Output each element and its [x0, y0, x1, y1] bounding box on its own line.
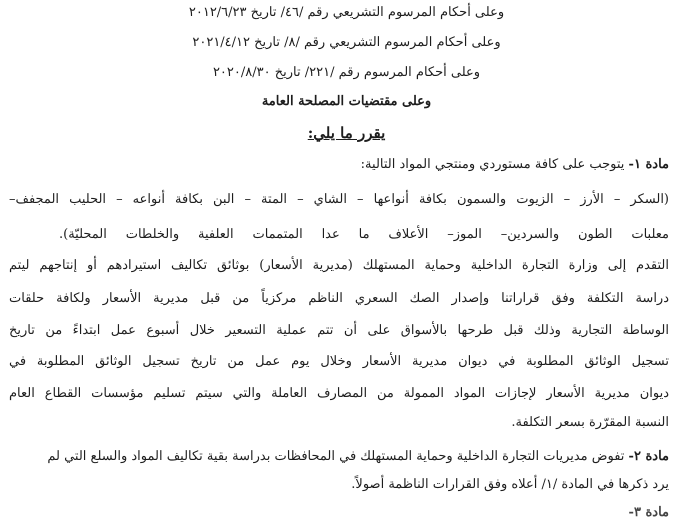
- article-2-line-1: تفوض مديريات التجارة الداخلية وحماية المستهلك في المحافظات بدراسة بقية تكاليف المواد والسلع التي لم: [47, 449, 625, 464]
- article-1-line-1: يتوجب على كافة مستوردي ومنتجي المواد التالية:: [360, 157, 625, 172]
- article-1-line-6: الوساطة التجارية وذلك قبل طرحها بالأسواق على أن تتم عملية التسعير خلال أسبوع عمل ابتداءً من تاريخ: [9, 323, 669, 338]
- article-2-first-line: [47, 448, 669, 466]
- article-1-first-line: [361, 156, 669, 174]
- preamble-line-2: وعلى أحكام المرسوم التشريعي رقم /٨/ تاريخ ٢٠٢١/٤/١٢: [192, 35, 501, 50]
- article-1-label: مادة ١-: [628, 157, 669, 172]
- article-1-line-5: دراسة التكلفة وفق قراراتنا وإصدار الصك السعري الناظم مركزياً من قبل مديرية الأسعار ولكافة حلقات: [9, 291, 669, 306]
- preamble-line-1: وعلى أحكام المرسوم التشريعي رقم /٤٦/ تاريخ ٢٠١٢/٦/٢٣: [188, 5, 505, 20]
- article-1-line-8: ديوان مديرية الأسعار لإجازات المواد الممولة من المصارف العاملة والتي سيتم تسليم مؤسسات القطاع العام: [9, 386, 669, 401]
- decision-heading: يقرر ما يلي:: [307, 124, 386, 142]
- article-1-line-3: معلبات الطون والسردين– الموز– الأعلاف ما عدا المتممات العلفية والخلطات المحليّة).: [59, 227, 669, 242]
- article-1-line-9: النسبة المقرّرة بسعر التكلفة.: [511, 415, 669, 430]
- preamble-line-4: وعلى مقتضيات المصلحة العامة: [261, 94, 432, 109]
- article-1-line-4: التقدم إلى وزارة التجارة الداخلية وحماية المستهلك (مديرية الأسعار) بوثائق تكاليف استيرادهم أو إنتاجهم ليتم: [9, 258, 669, 273]
- article-2-label: مادة ٢-: [628, 449, 669, 464]
- preamble-line-3: وعلى أحكام المرسوم رقم /٢٢١/ تاريخ ٢٠٢٠/٨/٣٠: [212, 65, 481, 80]
- article-1-line-7: تسجيل الوثائق المطلوبة في ديوان مديرية الأسعار وخلال يوم عمل من تاريخ تسجيل الوثائق المطلوبة في: [9, 354, 669, 369]
- article-1-line-2: (السكر – الأرز – الزيوت والسمون بكافة أنواعها – الشاي – المتة – البن بكافة أنواعه – الحليب المجفف–: [9, 192, 669, 207]
- article-2-line-2: يرد ذكرها في المادة /١/ أعلاه وفق القرارات الناظمة أصولاً.: [351, 477, 669, 492]
- article-3-cut-label: مادة ٣-: [628, 505, 669, 520]
